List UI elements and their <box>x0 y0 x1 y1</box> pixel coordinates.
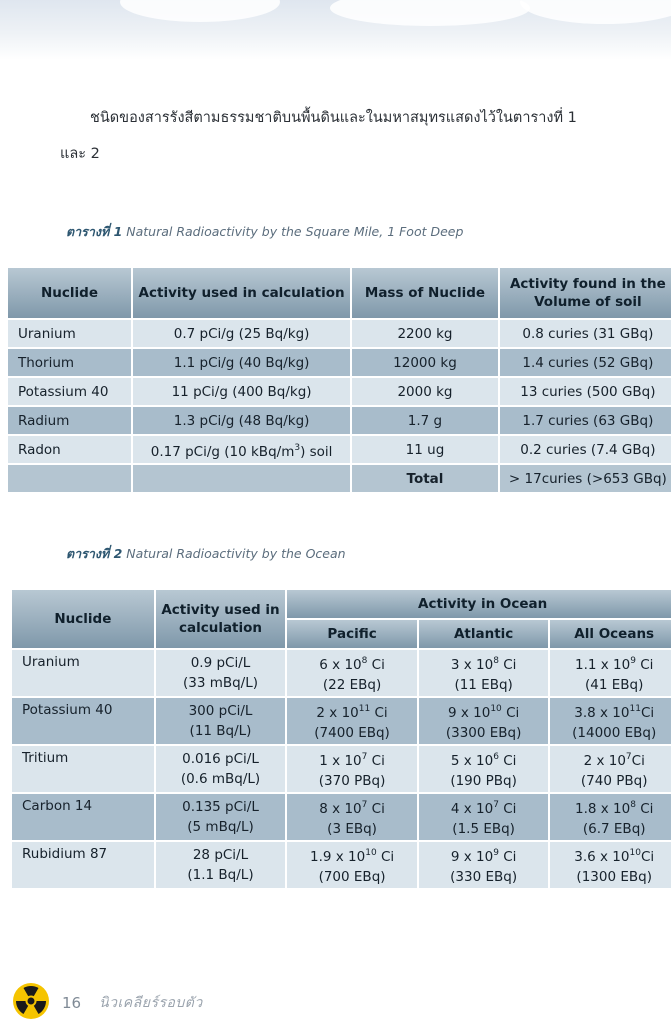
intro-line-1: ชนิดของสารรังสีตามธรรมชาติบนพื้นดินและในมหาสมุทรแสดงไว้ในตารางที่ 1 <box>90 110 577 126</box>
superscript: 6 <box>493 752 499 762</box>
superscript: 11 <box>358 704 371 714</box>
superscript: 9 <box>630 656 636 666</box>
table2-header-pacific: Pacific <box>287 620 417 648</box>
superscript: 8 <box>493 656 499 666</box>
superscript: 7 <box>361 800 368 810</box>
unit: Ci <box>367 657 385 673</box>
unit: Ci <box>498 657 517 673</box>
table2-header-row <box>12 590 671 618</box>
mantissa: 1.9 x 10 <box>309 849 366 865</box>
activity-ci <box>288 843 416 867</box>
mantissa: 1 x 10 <box>319 753 362 769</box>
activity-bq: (740 PBq) <box>580 773 648 789</box>
activity-ci <box>420 747 548 771</box>
activity-line: 28 pCi/L <box>192 847 249 863</box>
activity-text: 0.17 pCi/g (10 kBq/m <box>150 443 295 460</box>
activity-cell <box>156 698 286 744</box>
activity-cell: 1.3 pCi/g (48 Bq/kg) <box>133 407 350 434</box>
mantissa: 2 x 10 <box>583 753 626 769</box>
unit: Ci <box>367 801 385 817</box>
unit: Ci <box>501 705 520 721</box>
activity-bq: (1300 EBq) <box>576 869 652 885</box>
mantissa: 1.1 x 10 <box>574 657 631 673</box>
table2-title: Natural Radioactivity by the Ocean <box>126 546 346 561</box>
mantissa: 6 x 10 <box>319 657 362 673</box>
activity-line: (1.1 Bq/L) <box>187 867 254 883</box>
table1 <box>6 266 671 494</box>
found-cell: 1.4 curies (52 GBq) <box>500 349 671 376</box>
unit: Ci <box>631 753 645 769</box>
table1-header-found: Activity found in the Volume of soil <box>500 268 671 318</box>
table1-header-activity: Activity used in calculation <box>133 268 350 318</box>
nuclide-cell: Radon <box>8 436 131 463</box>
activity-cell <box>133 436 350 463</box>
activity-ci <box>551 843 671 867</box>
found-cell: 1.7 curies (63 GBq) <box>500 407 671 434</box>
table2-header-activity: Activity used in calculation <box>156 590 286 648</box>
unit: Ci <box>498 849 517 865</box>
activity-bq: (3300 EBq) <box>445 725 522 741</box>
all-oceans-cell <box>550 746 671 792</box>
superscript: 7 <box>361 752 368 762</box>
table-row <box>12 746 671 792</box>
unit: Ci <box>635 657 654 673</box>
mantissa: 4 x 10 <box>450 801 494 817</box>
nuclide-cell: Potassium 40 <box>8 378 131 405</box>
activity-bq: (11 EBq) <box>454 677 513 693</box>
mantissa: 5 x 10 <box>450 753 494 769</box>
table-row <box>12 650 671 696</box>
activity-ci <box>288 747 416 771</box>
activity-ci <box>420 843 548 867</box>
superscript: 8 <box>630 800 636 810</box>
activity-bq: (14000 EBq) <box>572 725 657 741</box>
atlantic-cell <box>419 842 549 888</box>
superscript: 11 <box>629 704 641 714</box>
activity-ci <box>288 699 416 723</box>
atlantic-cell <box>419 698 549 744</box>
superscript: 7 <box>625 752 632 762</box>
superscript: 10 <box>365 848 377 858</box>
activity-ci <box>288 795 416 819</box>
activity-bq: (700 EBq) <box>318 869 386 885</box>
activity-ci <box>420 651 548 675</box>
mass-cell: 12000 kg <box>352 349 498 376</box>
table1-header-row <box>8 268 671 318</box>
superscript: 9 <box>493 848 499 858</box>
nuclide-cell: Rubidium 87 <box>12 842 154 888</box>
activity-ci <box>551 795 671 819</box>
found-cell: 0.8 curies (31 GBq) <box>500 320 671 347</box>
pacific-cell <box>287 650 417 696</box>
table-row <box>8 407 671 434</box>
all-oceans-cell <box>550 794 671 840</box>
table-row <box>8 436 671 463</box>
table1-title: Natural Radioactivity by the Square Mile, 1 Foot Deep <box>126 224 464 239</box>
superscript: 10 <box>490 704 502 714</box>
table2-caption <box>66 544 346 564</box>
header-sky-banner <box>0 0 671 60</box>
activity-line: (11 Bq/L) <box>189 723 252 739</box>
activity-line: 0.9 pCi/L <box>190 655 251 671</box>
activity-cell: 11 pCi/g (400 Bq/kg) <box>133 378 350 405</box>
empty-cell <box>133 465 350 492</box>
mass-cell: 1.7 g <box>352 407 498 434</box>
superscript: 7 <box>493 800 499 810</box>
activity-ci <box>551 747 671 771</box>
mass-cell: 11 ug <box>352 436 498 463</box>
table-row <box>12 794 671 840</box>
activity-cell <box>156 794 286 840</box>
nuclide-cell: Thorium <box>8 349 131 376</box>
all-oceans-cell <box>550 650 671 696</box>
table-row <box>8 320 671 347</box>
unit: Ci <box>635 801 654 817</box>
table-row <box>8 378 671 405</box>
activity-bq: (190 PBq) <box>450 773 517 789</box>
table2-header-ocean: Activity in Ocean <box>287 590 671 618</box>
table2 <box>10 588 671 890</box>
activity-text: ) soil <box>300 443 333 460</box>
activity-ci <box>551 699 671 723</box>
activity-bq: (6.7 EBq) <box>582 821 646 837</box>
pacific-cell <box>287 794 417 840</box>
table1-caption <box>66 222 463 242</box>
activity-cell <box>156 650 286 696</box>
mantissa: 9 x 10 <box>447 705 491 721</box>
activity-bq: (330 EBq) <box>450 869 518 885</box>
activity-line: 0.016 pCi/L <box>182 751 259 767</box>
activity-line: (33 mBq/L) <box>182 675 259 691</box>
activity-line: 0.135 pCi/L <box>182 799 259 815</box>
pacific-cell <box>287 698 417 744</box>
mantissa: 8 x 10 <box>319 801 362 817</box>
activity-ci <box>420 699 548 723</box>
pacific-cell <box>287 746 417 792</box>
atlantic-cell <box>419 650 549 696</box>
activity-bq: (7400 EBq) <box>314 725 390 741</box>
activity-bq: (1.5 EBq) <box>452 821 515 837</box>
pacific-cell <box>287 842 417 888</box>
superscript: 3 <box>294 442 301 453</box>
page-footer <box>12 982 203 1024</box>
table2-header-all-oceans: All Oceans <box>550 620 671 648</box>
nuclide-cell: Uranium <box>8 320 131 347</box>
table1-label: ตารางที่ 1 <box>66 224 123 239</box>
nuclide-cell: Tritium <box>12 746 154 792</box>
mantissa: 2 x 10 <box>316 705 359 721</box>
activity-line: (0.6 mBq/L) <box>180 771 261 787</box>
empty-cell <box>8 465 131 492</box>
activity-bq: (22 EBq) <box>322 677 382 693</box>
mantissa: 1.8 x 10 <box>574 801 631 817</box>
activity-ci <box>288 651 416 675</box>
intro-paragraph <box>60 100 640 172</box>
intro-line-2: และ 2 <box>60 146 100 162</box>
total-label: Total <box>352 465 498 492</box>
found-cell: 0.2 curies (7.4 GBq) <box>500 436 671 463</box>
unit: Ci <box>640 849 655 865</box>
mantissa: 9 x 10 <box>450 849 494 865</box>
unit: Ci <box>640 705 655 721</box>
mantissa: 3.8 x 10 <box>574 705 630 721</box>
table1-total-row <box>8 465 671 492</box>
mass-cell: 2200 kg <box>352 320 498 347</box>
atlantic-cell <box>419 746 549 792</box>
total-value: > 17curies (>653 GBq) <box>500 465 671 492</box>
activity-ci <box>551 651 671 675</box>
nuclide-cell: Radium <box>8 407 131 434</box>
nuclide-cell: Carbon 14 <box>12 794 154 840</box>
activity-cell: 1.1 pCi/g (40 Bq/kg) <box>133 349 350 376</box>
activity-cell <box>156 842 286 888</box>
table2-label: ตารางที่ 2 <box>66 546 123 561</box>
table2-header-nuclide: Nuclide <box>12 590 154 648</box>
activity-ci <box>420 795 548 819</box>
atlantic-cell <box>419 794 549 840</box>
mantissa: 3 x 10 <box>450 657 494 673</box>
mass-cell: 2000 kg <box>352 378 498 405</box>
activity-bq: (3 EBq) <box>327 821 377 837</box>
activity-bq: (370 PBq) <box>318 773 386 789</box>
superscript: 10 <box>629 848 641 858</box>
unit: Ci <box>367 753 385 769</box>
table2-header-atlantic: Atlantic <box>419 620 549 648</box>
table-row <box>12 698 671 744</box>
activity-cell: 0.7 pCi/g (25 Bq/kg) <box>133 320 350 347</box>
radiation-trefoil-icon <box>12 982 50 1024</box>
activity-line: 300 pCi/L <box>188 703 253 719</box>
activity-cell <box>156 746 286 792</box>
superscript: 8 <box>361 656 368 666</box>
found-cell: 13 curies (500 GBq) <box>500 378 671 405</box>
unit: Ci <box>498 753 517 769</box>
nuclide-cell: Uranium <box>12 650 154 696</box>
unit: Ci <box>376 849 395 865</box>
unit: Ci <box>370 705 388 721</box>
book-title: นิวเคลียร์รอบตัว <box>99 995 203 1011</box>
activity-line: (5 mBq/L) <box>187 819 254 835</box>
all-oceans-cell <box>550 698 671 744</box>
table-row <box>12 842 671 888</box>
mantissa: 3.6 x 10 <box>574 849 630 865</box>
table-row <box>8 349 671 376</box>
table1-header-nuclide: Nuclide <box>8 268 131 318</box>
table1-header-mass: Mass of Nuclide <box>352 268 498 318</box>
unit: Ci <box>498 801 517 817</box>
nuclide-cell: Potassium 40 <box>12 698 154 744</box>
all-oceans-cell <box>550 842 671 888</box>
activity-bq: (41 EBq) <box>585 677 644 693</box>
page-number: 16 <box>62 994 82 1012</box>
